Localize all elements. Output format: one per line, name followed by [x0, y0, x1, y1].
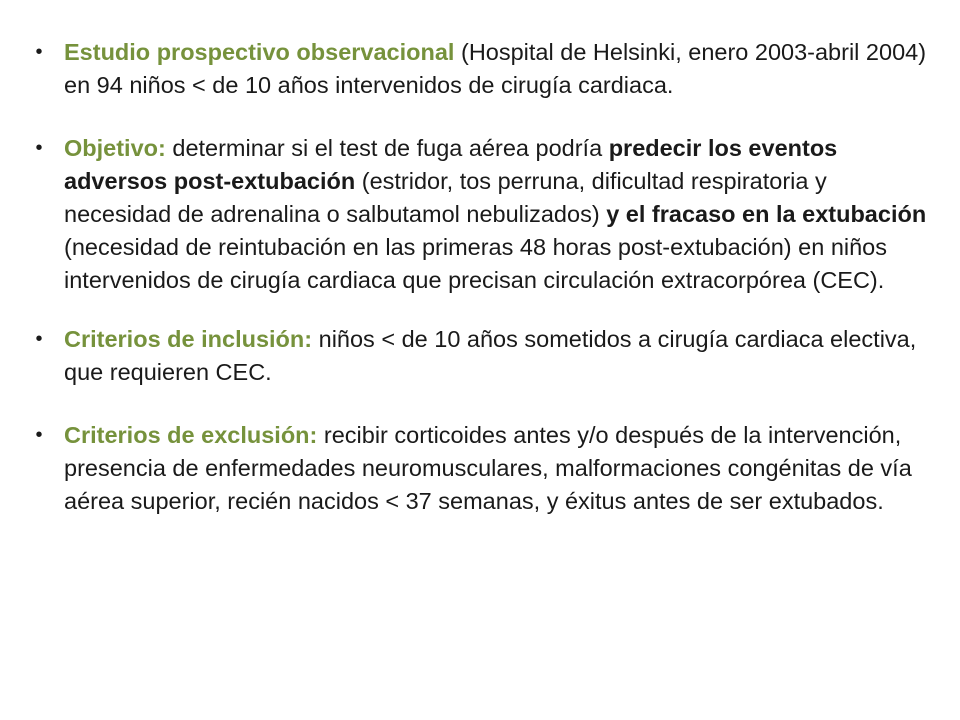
bullet-heading: Criterios de inclusión:: [64, 326, 313, 352]
bullet-heading: Objetivo:: [64, 135, 166, 161]
bullet-dot: •: [35, 424, 43, 446]
bullet-text: (estridor, tos perruna, dificultad respiratoria y necesidad de adrenalina o salbutamol nebulizados): [64, 168, 827, 227]
bullet-objective: [28, 132, 928, 297]
bullet-bold-text: predecir los eventos adversos post-extubación: [64, 135, 838, 194]
bullet-heading: Estudio prospectivo observacional: [64, 39, 455, 65]
bullet-dot: •: [35, 137, 43, 159]
bullet-heading: Criterios de exclusión:: [64, 422, 318, 448]
bullet-dot: •: [35, 328, 43, 350]
bullet-inclusion-criteria: [28, 323, 928, 389]
bullet-text: recibir corticoides antes y/o después de la intervención, presencia de enfermedades neuromusculares, malformaciones congénitas de vía aérea superior, recién nacidos < 37 semanas, y éxitus antes de ser extubados.: [64, 422, 912, 514]
bullet-bold-text: y el fracaso en la extubación: [606, 201, 927, 227]
bullet-text: (necesidad de reintubación en las primeras 48 horas post-extubación) en niños intervenidos de cirugía cardiaca que precisan circulación extracorpórea (CEC).: [64, 234, 887, 293]
bullet-text: determinar si el test de fuga aérea podría: [165, 135, 609, 161]
bullet-list: [28, 36, 928, 548]
bullet-dot: •: [35, 41, 43, 63]
bullet-text: (Hospital de Helsinki, enero 2003-abril 2004) en 94 niños < de 10 años intervenidos de cirugía cardiaca.: [64, 39, 927, 98]
bullet-study-design: [28, 36, 928, 102]
bullet-exclusion-criteria: [28, 419, 928, 518]
bullet-text: niños < de 10 años sometidos a cirugía cardiaca electiva, que requieren CEC.: [64, 326, 917, 385]
